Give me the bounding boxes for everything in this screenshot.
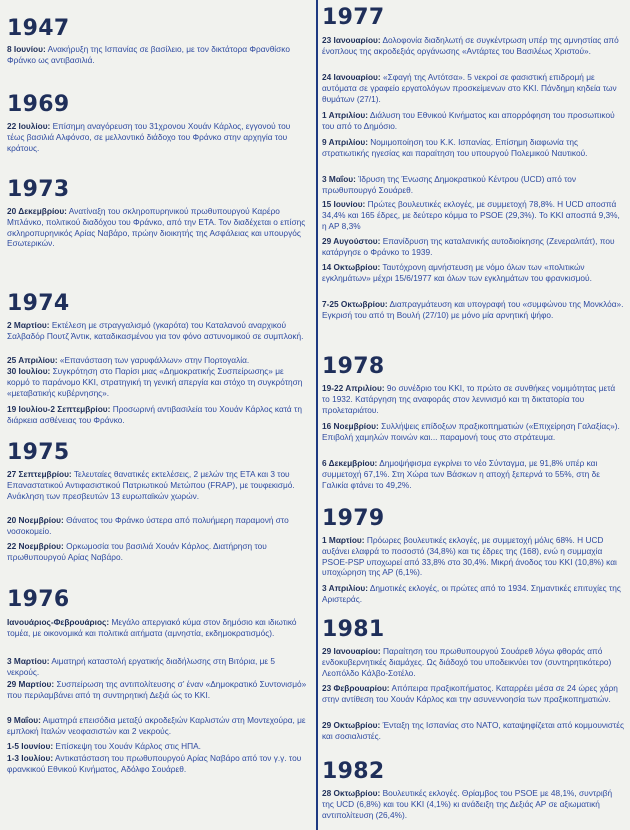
entry-date: 6 Δεκεμβρίου: [322, 458, 378, 468]
entry-date: 1-5 Ιουνίου: [7, 741, 54, 751]
entry-date: 29 Ιανουαρίου: [322, 646, 381, 656]
timeline-entry [7, 679, 307, 701]
entry-text: Πρόωρες βουλευτικές εκλογές, με συμμετοχή μόλις 68%. Η UCD αυξάνει ελαφρά το ποσοστό (34,8%) και τις έδρες της (168), ενώ η συμμαχία PSOE-PSP υποχωρεί από 33,8% στο 30,4%. Μικρή άνοδος του ΚΚΙ (10,8%) και υποχώρηση της ΑΡ (6,1%). [322, 535, 617, 578]
timeline-entry [322, 199, 625, 231]
timeline-entry [7, 121, 307, 153]
entry-text: Αιματηρή καταστολή εργατικής διαδήλωσης στη Βιτόρια, με 5 νεκρούς. [7, 656, 276, 677]
entry-text: Παραίτηση του πρωθυπουργού Σουάρεθ λόγω φθοράς από ενδοκυβερνητικές διαμάχες. Ως διάδοχό του υποδεικνύει τον (συντηρητικότερο) Λεοπόλδο Κάλβο-Σοτέλο. [322, 646, 612, 678]
timeline-entry [7, 656, 307, 678]
year-heading: 1979 [322, 506, 385, 531]
timeline-entry [322, 110, 625, 132]
entry-text: Διάλυση του Εθνικού Κινήματος και απορρόφηση του προσωπικού του από το Δημόσιο. [322, 110, 615, 131]
entry-text: Δημοψήφισμα εγκρίνει το νέο Σύνταγμα, με 91,8% υπέρ και συμμετοχή 67,1%. Στη Χώρα των Βάσκων η αποχή ξεπερνά το 55%, στη δε Γαλικία φτάνει το 49,2%. [322, 458, 600, 490]
entry-date: 20 Δεκεμβρίου: [7, 206, 67, 216]
timeline-entry [7, 206, 307, 249]
entry-date: 2 Μαρτίου: [7, 320, 50, 330]
year-heading: 1977 [322, 5, 385, 30]
timeline-entry [322, 137, 625, 159]
entry-text: Δολοφονία διαδηλωτή σε συγκέντρωση υπέρ της αμνηστίας από ένοπλους της ακροδεξιάς οργάνωσης «Αντάρτες του Βασιλέως Χριστού». [322, 35, 619, 56]
entry-text: Συλλήψεις επίδοξων πραξικοπηματιών («Επιχείρηση Γαλαξίας»). Επιβολή χαμηλών ποινών και... παραμονή τους στο στράτευμα. [322, 421, 620, 442]
year-heading: 1976 [7, 587, 70, 612]
entry-text: Εκτέλεση με στραγγαλισμό (γκαρότα) του Καταλανού αναρχικού Σαλβαδόρ Πουτζ Άντικ, καταδικασμένου για τον φόνο αστυνομικού σε συμπλοκή. [7, 320, 304, 341]
year-heading: 1981 [322, 617, 385, 642]
entry-text: Τελευταίες θανατικές εκτελέσεις, 2 μελών της ΕΤΑ και 3 του Επαναστατικού Αντιφασιστικού Πατριωτικού Μετώπου (FRAP), με τουφεκισμό. Ανάκληση των πρεσβευτών 13 ευρωπαϊκών χωρών. [7, 469, 295, 501]
timeline-entry [322, 72, 625, 104]
entry-date: 16 Νοεμβρίου: [322, 421, 379, 431]
entry-text: Δημοτικές εκλογές, οι πρώτες από το 1934. Σημαντικές επιτυχίες της Αριστεράς. [322, 583, 621, 604]
entry-text: 9ο συνέδριο του ΚΚΙ, το πρώτο σε συνθήκες νομιμότητας μετά το 1932. Κατάργηση της αναφοράς στον λενινισμό και τη δικτατορία του προλεταριάτου. [322, 383, 616, 415]
entry-date: 3 Μαρτίου: [7, 656, 50, 666]
timeline-entry [7, 741, 307, 752]
entry-date: 9 Μαΐου: [7, 715, 41, 725]
entry-date: 15 Ιουνίου: [322, 199, 366, 209]
entry-text: Ένταξη της Ισπανίας στο ΝΑΤΟ, καταψηφίζεται από κομμουνιστές και σοσιαλιστές. [322, 720, 624, 741]
entry-text: Αιματηρά επεισόδια μεταξύ ακροδεξιών Καρλιστών στη Μοντεχούρα, με εμπλοκή Ιταλών νεοφασιστών και 2 νεκρούς. [7, 715, 306, 736]
entry-text: Αντικατάσταση του πρωθυπουργού Αρίας Ναβάρο από τον γ.γ. του φρανκικού Εθνικού Κινήματος, Αδόλφο Σουάρεθ. [7, 753, 302, 774]
timeline-entry [322, 236, 625, 258]
timeline-entry [322, 262, 625, 284]
timeline-entry [322, 583, 625, 605]
timeline-entry [7, 320, 307, 342]
entry-date: 23 Φεβρουαρίου: [322, 683, 390, 693]
year-heading: 1974 [7, 291, 70, 316]
entry-text: Ανακήρυξη της Ισπανίας σε βασίλειο, με τον δικτάτορα Φρανθίσκο Φράνκο ως αντιβασιλιά. [7, 44, 290, 65]
entry-text: Επίσκεψη του Χουάν Κάρλος στις ΗΠΑ. [55, 741, 201, 751]
entry-text: Συγκρότηση στο Παρίσι μιας «Δημοκρατικής Συσπείρωσης» με κορμό το παράνομο ΚΚΙ, στρατηγική τη γενική απεργία και στόχο τη συγκρότηση «μεταβατικής κυβέρνησης». [7, 366, 303, 398]
entry-text: Ίδρυση της Ένωσης Δημοκρατικού Κέντρου (UCD) από τον πρωθυπουργό Σουάρεθ. [322, 174, 577, 195]
timeline-entry [7, 753, 307, 775]
year-heading: 1973 [7, 177, 70, 202]
entry-date: 22 Ιουλίου: [7, 121, 51, 131]
timeline-entry [7, 469, 307, 501]
entry-date: 3 Μαΐου: [322, 174, 356, 184]
entry-text: Επανίδρυση της καταλανικής αυτοδιοίκησης (Ζενεραλιτάτ), που κατάργησε ο Φράνκο το 1939. [322, 236, 615, 257]
entry-date: 19-22 Απριλίου: [322, 383, 385, 393]
entry-date: 22 Νοεμβρίου: [7, 541, 64, 551]
entry-date: 28 Οκτωβρίου: [322, 788, 381, 798]
year-heading: 1978 [322, 354, 385, 379]
timeline-entry [7, 715, 307, 737]
column-divider [316, 0, 318, 830]
entry-date: 29 Αυγούστου: [322, 236, 381, 246]
entry-date: 8 Ιουνίου: [7, 44, 46, 54]
entry-text: Πρώτες βουλευτικές εκλογές, με συμμετοχή 78,8%. Η UCD αποσπά 34,4% και 165 έδρες, με δεύτερο κόμμα το PSOE (29,3%). Το ΚΚΙ αποσπά 9,3%, η ΑΡ 8,3% [322, 199, 620, 231]
entry-text: Μεγάλο απεργιακό κύμα στον δημόσιο και ιδιωτικό τομέα, με οικονομικά και πολιτικά αιτήματα (αμνηστία, εκδημοκρατισμός). [7, 617, 297, 638]
timeline-entry [322, 383, 625, 415]
entry-text: «Επανάσταση των γαρυφάλλων» στην Πορτογαλία. [59, 355, 250, 365]
year-heading: 1969 [7, 92, 70, 117]
timeline-entry [7, 366, 307, 398]
entry-date: 30 Ιουλίου: [7, 366, 51, 376]
entry-date: 19 Ιουλίου-2 Σεπτεμβρίου: [7, 404, 111, 414]
year-heading: 1982 [322, 759, 385, 784]
timeline-entry [7, 44, 307, 66]
timeline-entry [7, 515, 307, 537]
entry-text: Ταυτόχρονη αμνήστευση με νόμο όλων των «πολιτικών εγκλημάτων» μέχρι 15/6/1977 και όλων των εγκλημάτων του φρανκισμού. [322, 262, 592, 283]
timeline-entry [322, 458, 625, 490]
timeline-entry [7, 404, 307, 426]
timeline-entry [7, 617, 307, 639]
entry-date: 9 Απριλίου: [322, 137, 368, 147]
entry-text: Επίσημη αναγόρευση του 31χρονου Χουάν Κάρλος, εγγονού του τέως βασιλιά Αλφόνσο, σε μελλοντικό διάδοχο του Φράνκο στην αρχηγία του κράτους. [7, 121, 291, 153]
entry-date: 23 Ιανουαρίου: [322, 35, 381, 45]
entry-date: 27 Σεπτεμβρίου: [7, 469, 72, 479]
entry-text: Νομιμοποίηση του Κ.Κ. Ισπανίας. Επίσημη διαφωνία της στρατιωτικής ηγεσίας και παραίτηση του υπουργού Πολεμικού Ναυτικού. [322, 137, 588, 158]
entry-text: «Σφαγή της Αντότσα». 5 νεκροί σε φασιστική επιδρομή με αυτόματα σε γραφείο εργατολόγων προσκείμενων στο ΚΚΙ. Πάνδημη κηδεία των θυμάτων (27/1). [322, 72, 617, 104]
timeline-entry [7, 541, 307, 563]
timeline-entry [322, 299, 625, 321]
entry-date: 29 Μαρτίου: [7, 679, 55, 689]
entry-date: 1 Απριλίου: [322, 110, 368, 120]
entry-date: 3 Απριλίου: [322, 583, 368, 593]
timeline-entry [322, 421, 625, 443]
entry-date: 1-3 Ιουλίου: [7, 753, 54, 763]
entry-text: Απόπειρα πραξικοπήματος. Καταρρέει μέσα σε 24 ώρες χάρη στην αντίθεση του Χουάν Κάρλος και την ασυνεννοησία των πραξικοπηματιών. [322, 683, 618, 704]
entry-text: Συσπείρωση της αντιπολίτευσης σ’ έναν «Δημοκρατικό Συντονισμό» που περιλαμβάνει από τη συντηρητική Δεξιά ώς το ΚΚΙ. [7, 679, 307, 700]
timeline-entry [322, 535, 625, 578]
entry-date: 20 Νοεμβρίου: [7, 515, 64, 525]
timeline-entry [322, 788, 625, 820]
entry-date: 14 Οκτωβρίου: [322, 262, 381, 272]
entry-text: Ορκωμοσία του βασιλιά Χουάν Κάρλος. Διατήρηση του πρωθυπουργού Αρίας Ναβάρο. [7, 541, 267, 562]
year-heading: 1975 [7, 440, 70, 465]
entry-date: 24 Ιανουαρίου: [322, 72, 381, 82]
entry-date: 7-25 Οκτωβρίου: [322, 299, 388, 309]
timeline-entry [322, 646, 625, 678]
entry-date: 25 Απριλίου: [7, 355, 58, 365]
timeline-entry [7, 355, 307, 366]
entry-text: Προσωρινή αντιβασιλεία του Χουάν Κάρλος κατά τη διάρκεια ασθένειας του Φράνκο. [7, 404, 302, 425]
timeline-entry [322, 35, 625, 57]
timeline-entry [322, 174, 625, 196]
entry-text: Ανατίναξη του σκληροπυρηνικού πρωθυπουργού Καρέρο Μπλάνκο, πολιτικού διαδόχου του Φράνκο, από την ΕΤΑ. Τον διαδέχεται ο επίσης σκληροπυρηνικός Αρίας Ναβάρο, πρώην διοικητής της Ασφάλειας και υπουργός Εσωτερικών. [7, 206, 306, 249]
entry-text: Διαπραγμάτευση και υπογραφή του «συμφώνου της Μονκλόα». Εγκρισή του από τη Βουλή (27/10) με μόνο μία αρνητική ψήφο. [322, 299, 624, 320]
entry-date: 1 Μαρτίου: [322, 535, 365, 545]
entry-date: Ιανουάριος-Φεβρουάριος: [7, 617, 110, 627]
entry-date: 29 Οκτωβρίου: [322, 720, 381, 730]
year-heading: 1947 [7, 16, 70, 41]
entry-text: Βουλευτικές εκλογές. Θρίαμβος του PSOE με 48,1%, συντριβή της UCD (6,8%) και του ΚΚΙ (4,1%) κι ανάδειξη της Δεξιάς ΑΡ σε αξιωματική αντιπολίτευση (26,4%). [322, 788, 613, 820]
entry-text: Θάνατος του Φράνκο ύστερα από πολυήμερη παραμονή στο νοσοκομείο. [7, 515, 289, 536]
timeline-entry [322, 720, 625, 742]
timeline-entry [322, 683, 625, 705]
